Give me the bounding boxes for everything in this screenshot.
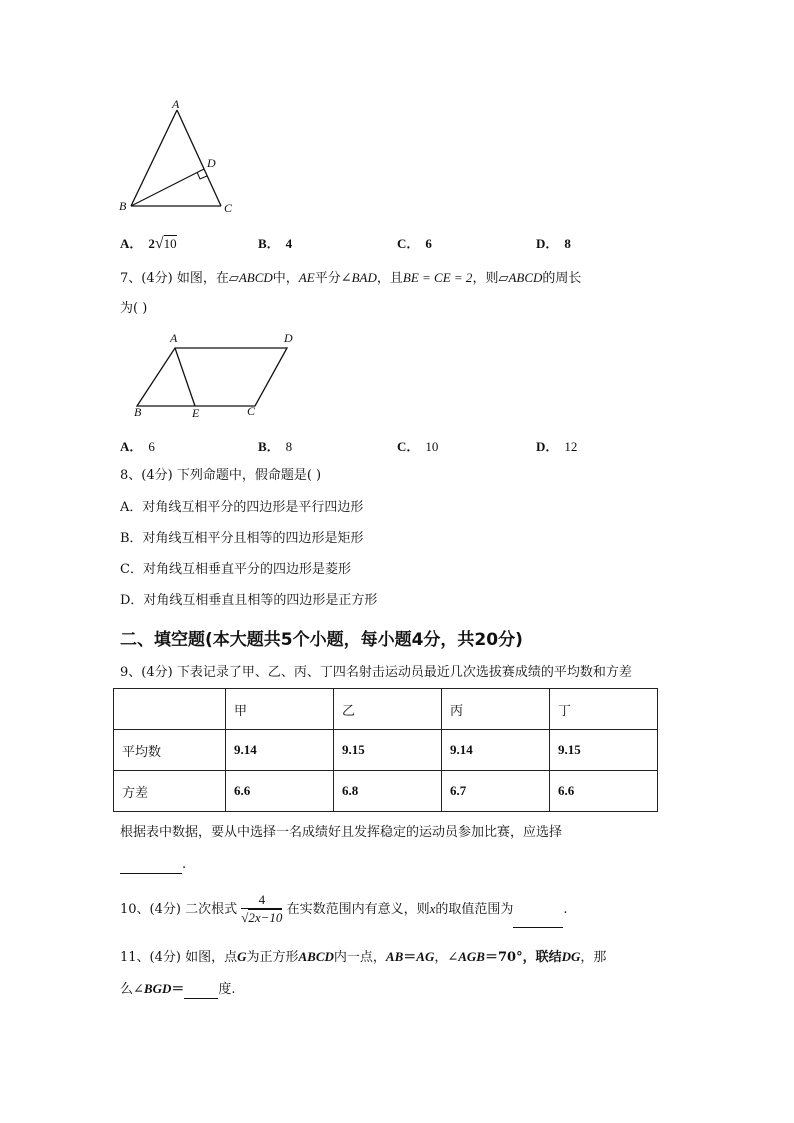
q8-stem: 8、(4分) 下列命题中，假命题是( ): [120, 468, 322, 483]
q8-option-b[interactable]: B．对角线互相平分且相等的四边形是矩形: [120, 531, 364, 546]
table-header-row: [114, 689, 658, 730]
parallelogram-abcd: [137, 348, 287, 406]
table-header-cell: 丙: [442, 689, 550, 730]
q7-option-c[interactable]: C． 10: [397, 439, 439, 454]
q9-stem: 9、(4分) 下表记录了甲、乙、丙、丁四名射击运动员最近几次选拔赛成绩的平均数和方差: [120, 665, 632, 680]
q7-stem-line2: 为( ): [120, 301, 148, 316]
q7-stem: 7、(4分) 如图，在▱ABCD中，AE平分∠BAD，且BE = CE = 2，则▱ABCD的周长: [120, 270, 582, 286]
label-e: E: [192, 406, 200, 420]
q11-stem: 11、(4分) 如图，点G为正方形ABCD内一点，AB＝AG，∠AGB＝70°，联结DG，那: [120, 949, 607, 965]
table-cell: 9.15: [334, 730, 442, 771]
q8-option-a[interactable]: A．对角线互相平分的四边形是平行四边形: [120, 500, 364, 515]
row-label: 方差: [114, 771, 226, 812]
q7-option-a[interactable]: A． 6: [120, 439, 155, 454]
row-label: 平均数: [114, 730, 226, 771]
label-c: C: [224, 201, 233, 215]
table-cell: 6.6: [550, 771, 658, 812]
q6-option-c[interactable]: C． 6: [397, 236, 432, 251]
fraction: $\frac{4}{√2x-10}$: [241, 892, 283, 925]
table-header-cell: 甲: [226, 689, 334, 730]
q10-stem: 10、(4分) 二次根式 $\frac{4}{√2x-10}$ 在实数范围内有意义，则x的取值范围为 .: [120, 891, 568, 928]
q6-option-b[interactable]: B． 4: [258, 236, 293, 251]
label-b: B: [134, 405, 142, 419]
segment-ae: [175, 348, 195, 406]
label-d: D: [284, 331, 293, 345]
label-a: A: [170, 331, 178, 345]
score-table: [113, 688, 658, 812]
answer-blank[interactable]: [513, 913, 563, 928]
table-header-cell: 乙: [334, 689, 442, 730]
q8-option-c[interactable]: C．对角线互相垂直平分的四边形是菱形: [120, 562, 351, 577]
side-ab: [131, 110, 177, 206]
q6-option-d[interactable]: D． 8: [536, 236, 571, 251]
q11-stem-line2: 么∠BGD＝ 度.: [120, 981, 236, 997]
table-row: [114, 730, 658, 771]
answer-blank[interactable]: [184, 984, 218, 999]
q9-answer-line: .: [120, 856, 186, 874]
label-c: C: [247, 404, 256, 418]
answer-blank[interactable]: [120, 859, 182, 874]
table-cell: 6.8: [334, 771, 442, 812]
label-a: A: [172, 97, 180, 111]
label-d: D: [207, 156, 216, 170]
q7-option-d[interactable]: D． 12: [536, 439, 578, 454]
table-cell: 6.7: [442, 771, 550, 812]
table-row: [114, 771, 658, 812]
table-cell: 6.6: [226, 771, 334, 812]
table-cell: [114, 689, 226, 730]
section-heading: 二、填空题(本大题共5个小题，每小题4分，共20分): [120, 630, 523, 650]
q7-option-b[interactable]: B． 8: [258, 439, 293, 454]
q9-follow: 根据表中数据，要从中选择一名成绩好且发挥稳定的运动员参加比赛，应选择: [120, 825, 563, 840]
table-header-cell: 丁: [550, 689, 658, 730]
table-cell: 9.15: [550, 730, 658, 771]
altitude-bd: [131, 169, 204, 206]
table-cell: 9.14: [442, 730, 550, 771]
q8-option-d[interactable]: D．对角线互相垂直且相等的四边形是正方形: [120, 593, 378, 608]
q6-option-a[interactable]: A． 2√10: [120, 235, 177, 252]
table-cell: 9.14: [226, 730, 334, 771]
label-b: B: [119, 199, 127, 213]
